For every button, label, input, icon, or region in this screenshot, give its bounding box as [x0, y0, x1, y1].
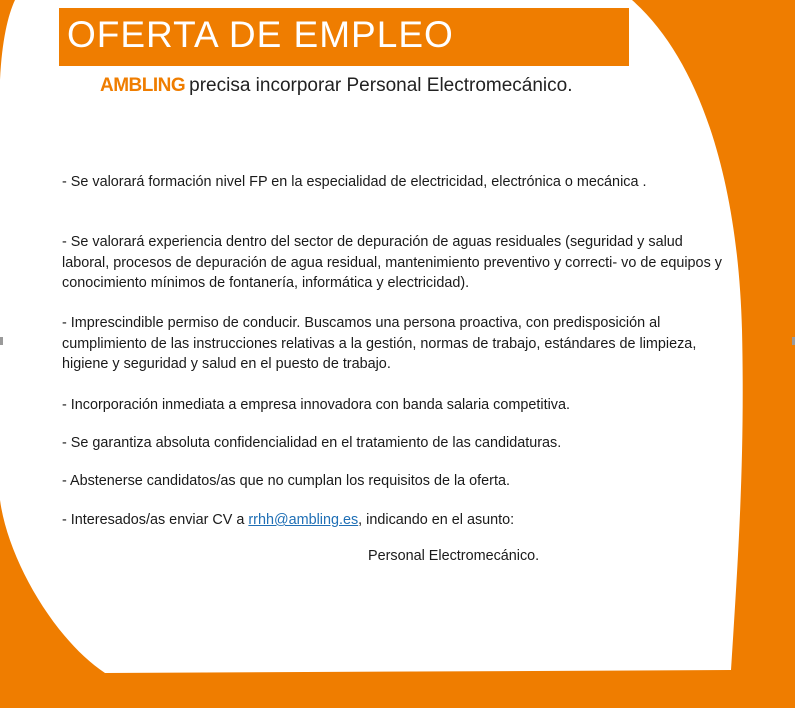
- requirement-experience: - Se valorará experiencia dentro del sector de depuración de aguas residuales (seguridad y salud laboral, procesos de depuración de agua residual, mantenimiento preventivo y correcti- vo de equipos y conocimiento mínimos de fontanería, informática y electricidad).: [62, 234, 722, 291]
- contact-suffix: , indicando en el asunto:: [358, 512, 515, 528]
- contact-line: [62, 510, 727, 531]
- contact-prefix: - Interesados/as enviar CV a: [62, 512, 249, 528]
- intro-text: precisa incorporar Personal Electromecánico.: [189, 75, 573, 96]
- page-title: OFERTA DE EMPLEO: [67, 14, 454, 55]
- offer-abstain-note: - Abstenerse candidatos/as que no cumplan los requisitos de la oferta.: [62, 473, 510, 489]
- left-edge-mark: [0, 337, 3, 345]
- offer-confidentiality: - Se garantiza absoluta confidencialidad en el tratamiento de las candidaturas.: [62, 435, 562, 451]
- title-banner: [59, 8, 629, 66]
- requirement-training: - Se valorará formación nivel FP en la especialidad de electricidad, electrónica o mecánica .: [62, 174, 647, 190]
- requirement-license: - Imprescindible permiso de conducir. Buscamos una persona proactiva, con predisposición al cumplimiento de las instrucciones relativas a la gestión, normas de trabajo, estándares de limpieza, higiene y seguridad y salud en el puesto de trabajo.: [62, 315, 697, 372]
- company-brand: AMBLING: [100, 75, 186, 96]
- intro-line: [100, 75, 573, 97]
- email-link[interactable]: rrhh@ambling.es: [248, 512, 359, 528]
- email-subject: Personal Electromecánico.: [368, 548, 540, 564]
- offer-incorporation: - Incorporación inmediata a empresa innovadora con banda salaria competitiva.: [62, 397, 570, 413]
